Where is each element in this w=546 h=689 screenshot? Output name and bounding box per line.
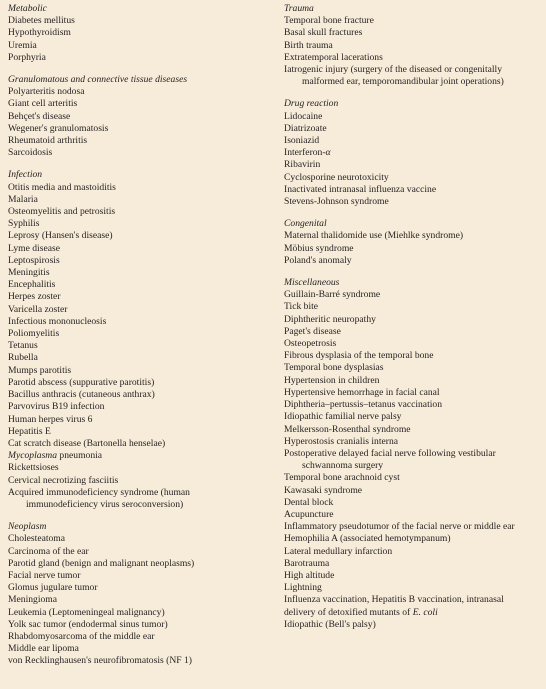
list-item: Cervical necrotizing fasciitis [8, 474, 119, 486]
list-item-continuation: schwannoma surgery [302, 460, 384, 472]
list-item: Facial nerve tumor [8, 569, 81, 581]
list-item: Malaria [8, 193, 38, 205]
list-item: Hyperostosis cranialis interna [284, 435, 399, 447]
list-item: Leptospirosis [8, 254, 60, 266]
list-item: Isoniazid [284, 135, 320, 147]
list-item: Sarcoidosis [8, 147, 53, 159]
list-item: Idiopathic familial nerve palsy [284, 411, 402, 423]
list-item: Influenza vaccination, Hepatitis B vaccination, intranasal [284, 594, 504, 606]
list-item-text: delivery of detoxified mutants of [284, 606, 413, 618]
list-item: Parvovirus B19 infection [8, 401, 105, 413]
section-heading: Miscellaneous [284, 277, 340, 289]
list-item: Osteomyelitis and petrositis [8, 206, 116, 218]
list-item-italic: Mycoplasma [8, 450, 58, 462]
section-infection [8, 169, 284, 511]
list-item: Barotrauma [284, 557, 330, 569]
section-granulomatous [8, 74, 284, 159]
list-item: Temporal bone arachnoid cyst [284, 472, 400, 484]
list-item: Guillain-Barré syndrome [284, 289, 381, 301]
list-item: Uremia [8, 39, 37, 51]
section-heading: Infection [8, 169, 43, 181]
list-item [284, 147, 540, 159]
list-item: Wegener's granulomatosis [8, 122, 109, 134]
list-item: Poland's anomaly [284, 254, 352, 266]
list-item: Encephalitis [8, 279, 56, 291]
list-item: Temporal bone fracture [284, 15, 374, 27]
section-heading: Trauma [284, 3, 314, 14]
right-column [284, 3, 540, 689]
list-item: Lateral medullary infarction [284, 545, 393, 557]
list-item: Extratemporal lacerations [284, 51, 383, 63]
list-item: Lightning [284, 582, 322, 594]
section-neoplasm [8, 521, 284, 667]
list-item-italic: α [325, 147, 331, 159]
list-item: Idiopathic (Bell's palsy) [284, 618, 376, 630]
list-item: Stevens-Johnson syndrome [284, 196, 389, 208]
list-item-italic: E. coli [412, 606, 438, 618]
section-congenital [284, 218, 540, 267]
list-item: Hepatitis E [8, 425, 51, 437]
list-item: Birth trauma [284, 39, 333, 51]
list-item: Parotid gland (benign and malignant neoplasms) [8, 557, 195, 569]
list-item: Poliomyelitis [8, 328, 60, 340]
list-item: Kawasaki syndrome [284, 484, 363, 496]
list-item: Hypertensive hemorrhage in facial canal [284, 386, 440, 398]
list-item: Möbius syndrome [284, 242, 354, 254]
list-item: Leprosy (Hansen's disease) [8, 230, 113, 242]
list-item: Hypertension in children [284, 374, 380, 386]
list-item: Diabetes mellitus [8, 15, 75, 27]
list-item: Middle ear lipoma [8, 643, 79, 655]
list-item-continuation: immunodeficiency virus seroconversion) [26, 498, 184, 510]
list-item: Tetanus [8, 340, 38, 352]
section-heading: Neoplasm [8, 521, 47, 533]
list-item: Ribavirin [284, 159, 321, 171]
list-item: Lyme disease [8, 242, 60, 254]
list-item: Mumps parotitis [8, 364, 72, 376]
section-heading: Granulomatous and connective tissue diseases [8, 74, 188, 86]
list-item: Inactivated intranasal influenza vaccine [284, 183, 437, 195]
list-item: Cat scratch disease (Bartonella henselae) [8, 437, 166, 449]
list-item [284, 607, 540, 619]
list-item: Varicella zoster [8, 303, 68, 315]
list-item: von Recklinghausen's neurofibromatosis (NF 1) [8, 655, 192, 667]
list-item: Acupuncture [284, 508, 334, 520]
list-item: Lidocaine [284, 110, 323, 122]
list-item: Herpes zoster [8, 291, 61, 303]
list-item: Porphyria [8, 51, 46, 63]
section-heading: Congenital [284, 218, 327, 230]
list-item: Rhabdomyosarcoma of the middle ear [8, 630, 155, 642]
list-item-text: Interferon- [284, 147, 326, 159]
list-item: Melkersson-Rosenthal syndrome [284, 423, 411, 435]
list-item: Postoperative delayed facial nerve following vestibular [284, 447, 496, 459]
list-item: Rickettsioses [8, 462, 59, 474]
section-drug [284, 98, 540, 208]
list-item: Maternal thalidomide use (Miehlke syndrome) [284, 230, 464, 242]
list-item: Cholesteatoma [8, 533, 66, 545]
list-item-continuation: malformed ear, temporomandibular joint operations) [302, 76, 504, 88]
list-item: Otitis media and mastoiditis [8, 181, 116, 193]
list-item: Leukemia (Leptomeningeal malignancy) [8, 606, 165, 618]
list-item: Bacillus anthracis (cutaneous anthrax) [8, 389, 155, 401]
list-item: Temporal bone dysplasias [284, 362, 384, 374]
list-item: Rheumatoid arthritis [8, 135, 88, 147]
list-item: Fibrous dysplasia of the temporal bone [284, 350, 434, 362]
section-heading: Drug reaction [284, 98, 339, 110]
list-item: Iatrogenic injury (surgery of the diseased or congenitally [284, 64, 503, 76]
list-item: High altitude [284, 569, 335, 581]
list-item: Dental block [284, 496, 334, 508]
list-item: Human herpes virus 6 [8, 413, 93, 425]
list-item-text: pneumonia [57, 450, 103, 462]
left-column [8, 3, 284, 689]
list-item: Acquired immunodeficiency syndrome (human [8, 486, 190, 498]
section-metabolic [8, 3, 284, 64]
list-item: Rubella [8, 352, 38, 364]
list-item: Giant cell arteritis [8, 98, 78, 110]
list-item: Behçet's disease [8, 110, 71, 122]
list-item: Yolk sac tumor (endodermal sinus tumor) [8, 618, 168, 630]
list-item: Hypothyroidism [8, 27, 71, 39]
list-item: Diatrizoate [284, 122, 327, 134]
list-item: Carcinoma of the ear [8, 545, 89, 557]
list-item: Paget's disease [284, 325, 341, 337]
list-item: Diphtheritic neuropathy [284, 313, 376, 325]
list-item: Glomus jugulare tumor [8, 582, 98, 594]
list-item: Hemophilia A (associated hemotympanum) [284, 533, 451, 545]
list-item: Cyclosporine neurotoxicity [284, 171, 389, 183]
list-item: Basal skull fractures [284, 27, 363, 39]
list-item: Syphilis [8, 218, 40, 230]
section-heading: Metabolic [8, 3, 47, 14]
list-item [8, 450, 284, 462]
section-misc [284, 277, 540, 631]
list-item: Tick bite [284, 301, 319, 313]
list-item: Osteopetrosis [284, 338, 337, 350]
list-item: Meningitis [8, 267, 50, 279]
section-trauma [284, 3, 540, 88]
list-item: Parotid abscess (suppurative parotitis) [8, 376, 155, 388]
list-item: Inflammatory pseudotumor of the facial nerve or middle ear [284, 521, 515, 533]
list-item: Diphtheria–pertussis–tetanus vaccination [284, 399, 442, 411]
list-item: Meningioma [8, 594, 58, 606]
list-item: Infectious mononucleosis [8, 315, 107, 327]
list-item: Polyarteritis nodosa [8, 86, 85, 98]
